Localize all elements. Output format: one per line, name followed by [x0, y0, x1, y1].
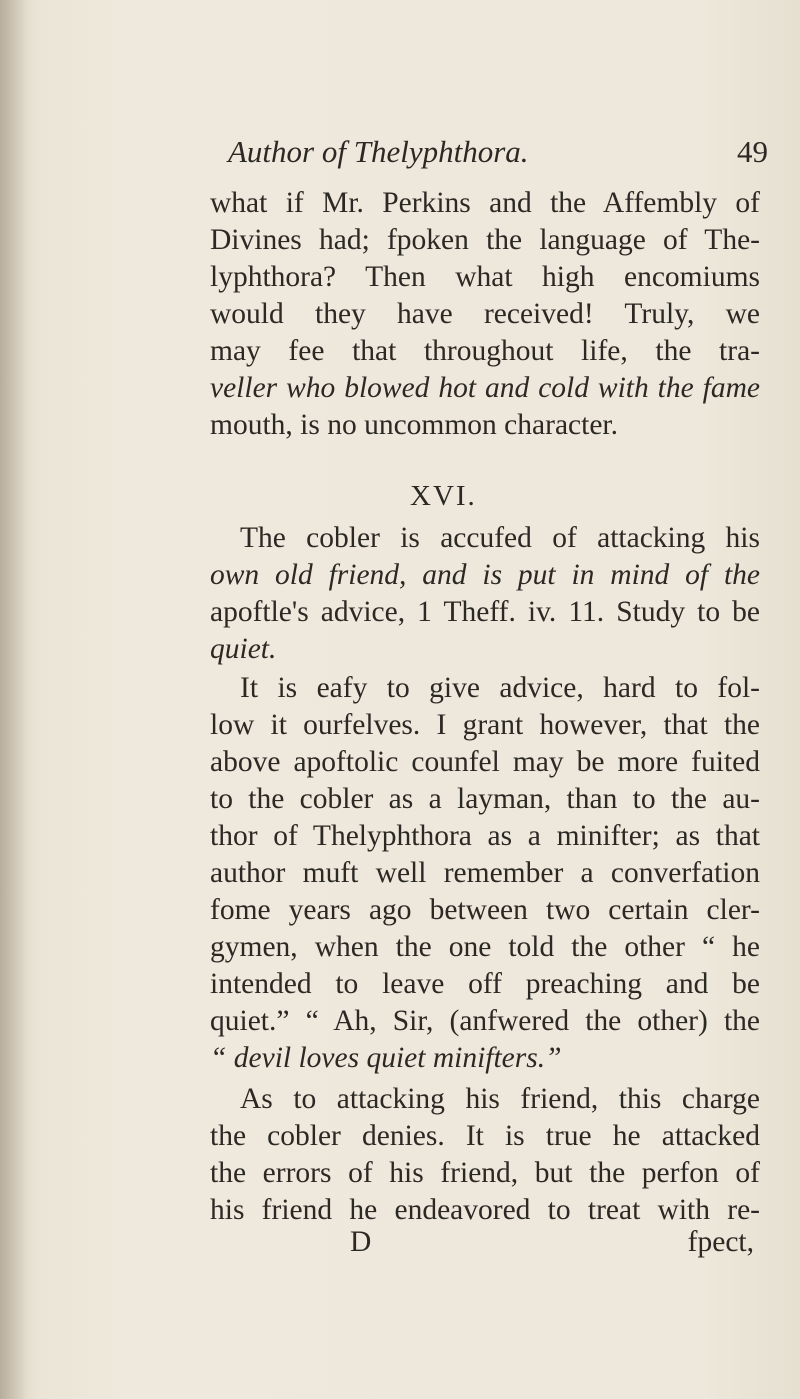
paragraph-main — [210, 670, 760, 1077]
text-line: Divines had; fpoken the language of The- — [210, 224, 760, 256]
text-line: “ devil loves quiet minifters.” — [210, 1042, 562, 1074]
text-line: the cobler denies. It is true he attacked — [210, 1120, 760, 1152]
text-line: quiet.” “ Ah, Sir, (anfwered the other) the — [210, 1005, 760, 1037]
running-title: Author of Thelyphthora. — [228, 134, 529, 169]
catchword: fpect, — [687, 1226, 754, 1258]
text-line: quiet. — [210, 633, 277, 665]
page-number: 49 — [737, 134, 768, 169]
text-line: own old friend, and is put in mind of the — [210, 559, 760, 591]
text-line: mouth, is no uncommon character. — [210, 409, 618, 441]
text-line: It is eafy to give advice, hard to fol- — [240, 672, 760, 704]
text-line: As to attacking his friend, this charge — [240, 1083, 760, 1115]
text-line: gymen, when the one told the other “ he — [210, 931, 760, 963]
running-header — [228, 134, 768, 174]
text-line: above apoftolic counfel may be more fuited — [210, 746, 760, 778]
paragraph-top — [210, 185, 760, 444]
text-line: what if Mr. Perkins and the Affembly of — [210, 187, 760, 219]
text-line: low it ourfelves. I grant however, that the — [210, 709, 760, 741]
page-footer — [210, 1226, 760, 1266]
text-line: would they have received! Truly, we — [210, 298, 760, 330]
text-line: apoftle's advice, 1 Theff. iv. 11. Study to be — [210, 596, 760, 628]
text-line: veller who blowed hot and cold with the fame — [210, 372, 760, 404]
text-line: to the cobler as a layman, than to the au- — [210, 783, 760, 815]
text-line: thor of Thelyphthora as a minifter; as that — [210, 820, 760, 852]
paragraph-summary — [210, 520, 760, 668]
text-line: intended to leave off preaching and be — [210, 968, 760, 1000]
section-heading: XVI. — [410, 480, 477, 512]
paragraph-last — [210, 1081, 760, 1229]
text-line: author muft well remember a converfation — [210, 857, 760, 889]
text-line: may fee that throughout life, the tra- — [210, 335, 760, 367]
text-line: the errors of his friend, but the perfon of — [210, 1157, 760, 1189]
signature-mark: D — [350, 1226, 372, 1258]
text-line: his friend he endeavored to treat with re- — [210, 1194, 760, 1226]
page-gutter-shadow — [0, 0, 28, 1399]
text-line: The cobler is accufed of attacking his — [240, 522, 760, 554]
text-line: fome years ago between two certain cler- — [210, 894, 760, 926]
text-line: lyphthora? Then what high encomiums — [210, 261, 760, 293]
